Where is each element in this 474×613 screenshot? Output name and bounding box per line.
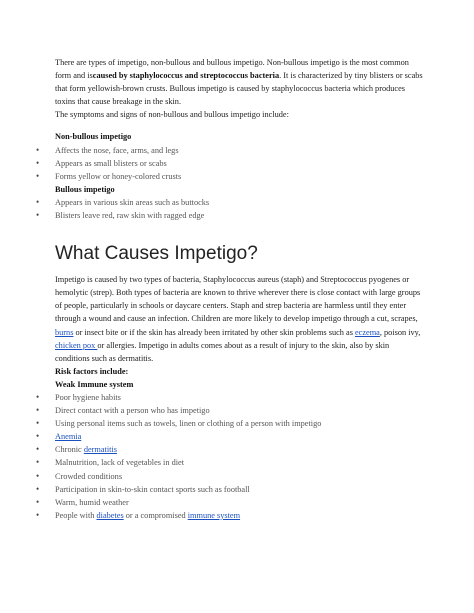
list-item xyxy=(36,170,425,183)
bullet-icon: • xyxy=(36,210,40,221)
causes-text: Impetigo is caused by two types of bacteria, Staphylococcus aureus (staph) and Streptococcus pyogenes or hemolytic (strep). Both types of bacteria are known to thrive wherever there is close contact with large groups of people, particularly in schools or daycare centers. Staph and strep bacteria are harmless until they enter through a wound and cause an infection. Children are more likely to develop impetigo through a cut, scrapes, xyxy=(55,275,421,324)
causes-paragraph xyxy=(55,273,425,365)
dermatitis-link[interactable]: dermatitis xyxy=(83,445,117,455)
bullet-icon: • xyxy=(36,391,40,402)
list-item xyxy=(36,456,425,469)
list-item xyxy=(36,404,425,417)
bullet-icon: • xyxy=(36,509,40,520)
causes-text: , poison ivy, xyxy=(379,327,421,337)
list-item-text: Crowded conditions xyxy=(55,471,123,481)
list-item-text: or a compromised xyxy=(123,510,188,520)
list-item xyxy=(36,470,425,483)
list-item xyxy=(36,430,425,443)
list-item-text: Chronic xyxy=(55,445,84,455)
list-item-text: Using personal items such as towels, linen or clothing of a person with impetigo xyxy=(55,419,322,429)
list-item xyxy=(36,144,425,157)
bullet-icon: • xyxy=(36,431,40,442)
immune-system-link[interactable]: immune system xyxy=(187,510,241,520)
bullet-icon: • xyxy=(36,470,40,481)
list-item xyxy=(36,209,425,222)
list-item xyxy=(36,157,425,170)
intro-symptoms-text: The symptoms and signs of non-bullous and bullous impetigo include: xyxy=(55,110,289,120)
list-item-text: Warm, humid weather xyxy=(55,497,129,507)
list-item xyxy=(36,483,425,496)
risk-heading: Risk factors include: xyxy=(55,366,129,376)
anemia-link[interactable]: Anemia xyxy=(55,432,82,442)
list-item-text: Direct contact with a person who has impetigo xyxy=(55,406,210,416)
bullet-icon: • xyxy=(36,170,40,181)
bullet-icon: • xyxy=(36,457,40,468)
list-item xyxy=(36,391,425,404)
nonbullous-heading: Non-bullous impetigo xyxy=(55,132,132,142)
list-item xyxy=(36,509,425,522)
bullet-icon: • xyxy=(36,157,40,168)
diabetes-link[interactable]: diabetes xyxy=(96,510,124,520)
list-item-text: People with xyxy=(55,510,97,520)
list-item xyxy=(36,417,425,430)
intro-text: There are types of impetigo, non-bullous and bullous impetigo. Non-bullous impetigo is the most common form and is xyxy=(55,58,409,81)
list-item-text: Appears in various skin areas such as buttocks xyxy=(55,197,210,207)
bullet-icon: • xyxy=(36,144,40,155)
nonbullous-list xyxy=(36,144,425,183)
list-item-text: Forms yellow or honey-colored crusts xyxy=(55,171,182,181)
list-item xyxy=(36,443,425,456)
list-item-text: Poor hygiene habits xyxy=(55,392,121,402)
bullet-icon: • xyxy=(36,483,40,494)
chicken-pox-link[interactable]: chicken pox xyxy=(55,340,98,350)
eczema-link[interactable]: eczema xyxy=(355,327,380,337)
document-page xyxy=(36,56,425,522)
list-item-text: Malnutrition, lack of vegetables in diet xyxy=(55,458,185,468)
causes-text: or allergies. Impetigo in adults comes about as a result of injury to the skin, also by skin conditions such as dermatitis. xyxy=(55,340,390,363)
bullet-icon: • xyxy=(36,418,40,429)
list-item xyxy=(36,196,425,209)
risk-subheading: Weak Immune system xyxy=(55,379,134,389)
intro-bold-text: caused by staphylococcus and streptococcus bacteria xyxy=(92,71,280,81)
bullous-list xyxy=(36,196,425,222)
bullet-icon: • xyxy=(36,444,40,455)
bullet-icon: • xyxy=(36,496,40,507)
risk-list xyxy=(36,391,425,522)
intro-text-end: . It is characterized by tiny blisters or scabs that form yellowish-brown crusts. Bullous impetigo is caused by staphylococcus bacteria which produces toxins that cause breakage in the skin. xyxy=(55,71,423,107)
causes-text: or insect bite or if the skin has already been irritated by other skin problems such as xyxy=(73,327,355,337)
list-item-text: Participation in skin-to-skin contact sports such as football xyxy=(55,484,250,494)
section-title: What Causes Impetigo? xyxy=(55,243,258,265)
bullet-icon: • xyxy=(36,196,40,207)
list-item-text: Affects the nose, face, arms, and legs xyxy=(55,145,179,155)
list-item xyxy=(36,496,425,509)
list-item-text: Blisters leave red, raw skin with ragged edge xyxy=(55,211,205,221)
intro-paragraph xyxy=(55,56,425,121)
list-item-text: Appears as small blisters or scabs xyxy=(55,158,167,168)
burns-link[interactable]: burns xyxy=(55,327,74,337)
bullet-icon: • xyxy=(36,405,40,416)
bullous-heading: Bullous impetigo xyxy=(55,184,115,194)
